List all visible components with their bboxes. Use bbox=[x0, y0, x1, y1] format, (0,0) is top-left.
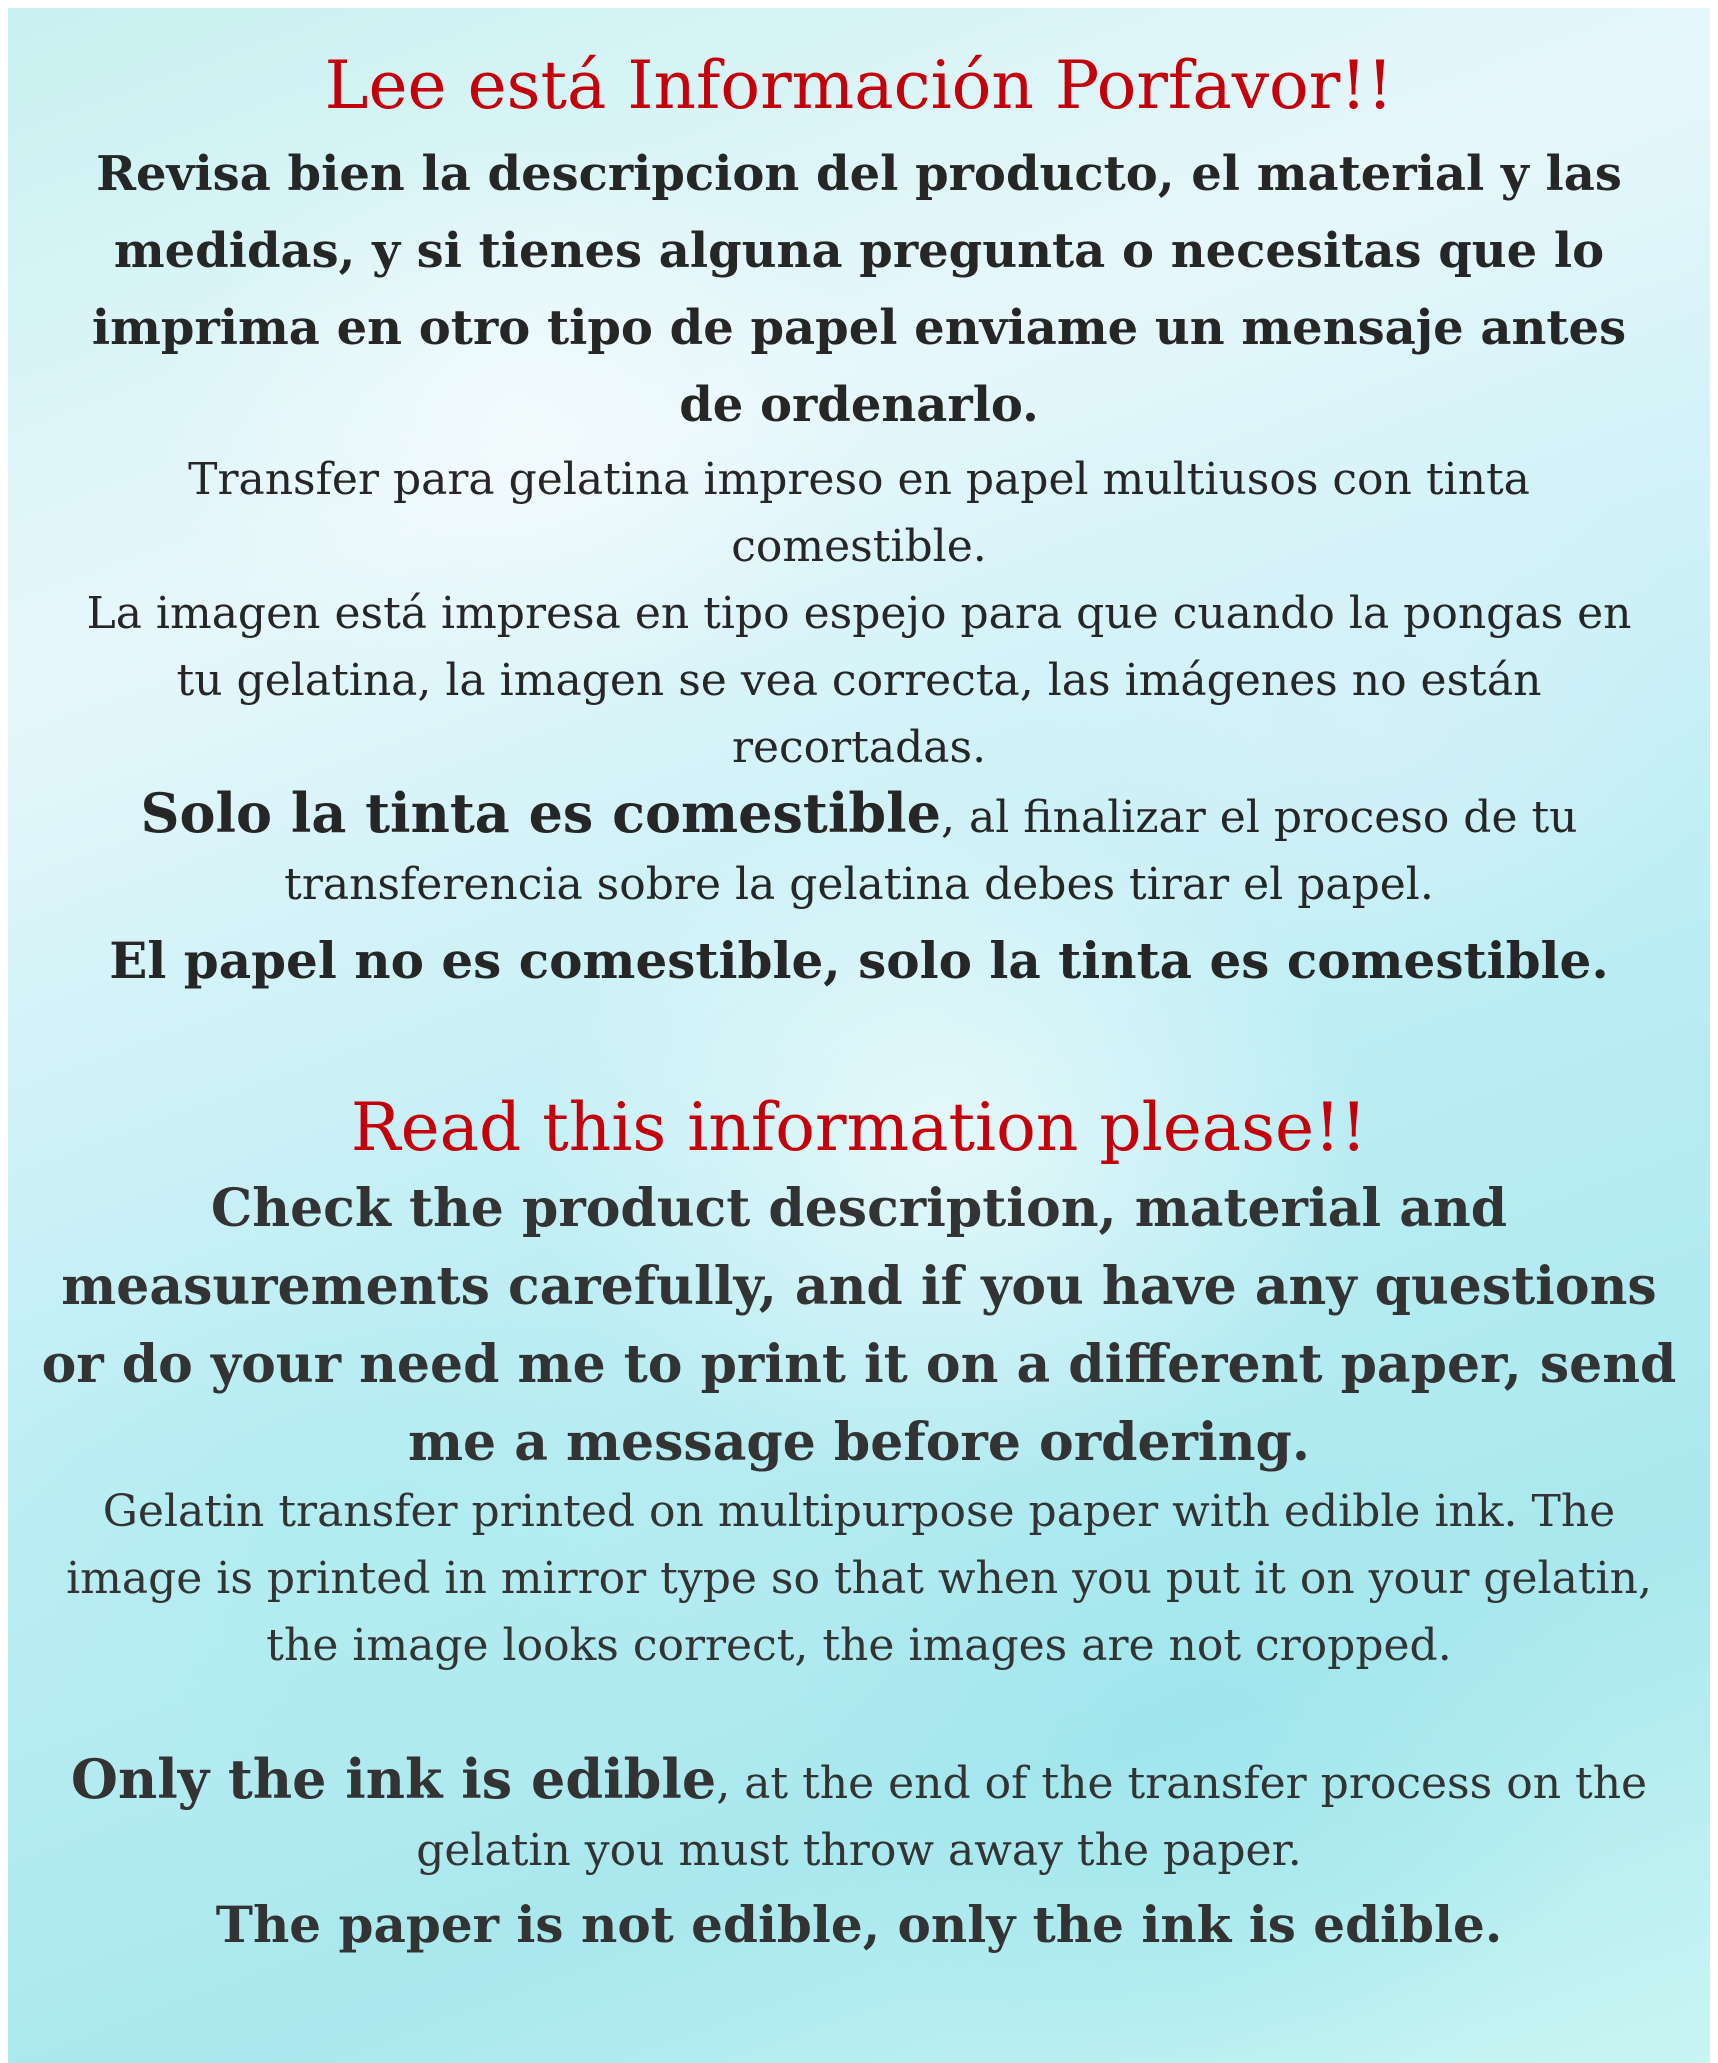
spanish-edible-bold: Solo la tinta es comestible bbox=[140, 781, 942, 845]
english-closing: The paper is not edible, only the ink is edible. bbox=[215, 1895, 1503, 1954]
english-intro: Check the product description, material and measurements carefully, and if you have any questions or do your need me to print it on a different paper, send me a message before ordering. bbox=[41, 1178, 1677, 1473]
english-edible-text bbox=[8, 1746, 1710, 1884]
spanish-edible-text bbox=[8, 780, 1710, 918]
english-edible-bold: Only the ink is edible bbox=[70, 1747, 717, 1811]
spanish-edible-rest: , al finalizar el proceso de tu transferencia sobre la gelatina debes tirar el papel. bbox=[284, 792, 1578, 910]
english-title: Read this information please!! bbox=[350, 1089, 1368, 1166]
spanish-transfer-text: Transfer para gelatina impreso en papel multiusos con tinta comestible. bbox=[188, 454, 1530, 572]
spanish-title: Lee está Información Porfavor!! bbox=[324, 47, 1394, 124]
english-transfer-text: Gelatin transfer printed on multipurpose paper with edible ink. The image is printed in mirror type so that when you put it on your gelatin, the image looks correct, the images are not cropped. bbox=[66, 1486, 1652, 1671]
spanish-mirror-text: La imagen está impresa en tipo espejo para que cuando la pongas en tu gelatina, la imagen se vea correcta, las imágenes no están recortadas. bbox=[86, 588, 1632, 773]
spanish-intro: Revisa bien la descripcion del producto, el material y las medidas, y si tienes alguna pregunta o necesitas que lo imprima en otro tipo de papel enviame un mensaje antes de ordenarlo. bbox=[91, 146, 1627, 433]
english-edible-rest: , at the end of the transfer process on the gelatin you must throw away the paper. bbox=[416, 1758, 1648, 1876]
spanish-closing: El papel no es comestible, solo la tinta es comestible. bbox=[109, 931, 1609, 990]
info-page bbox=[8, 8, 1710, 2063]
